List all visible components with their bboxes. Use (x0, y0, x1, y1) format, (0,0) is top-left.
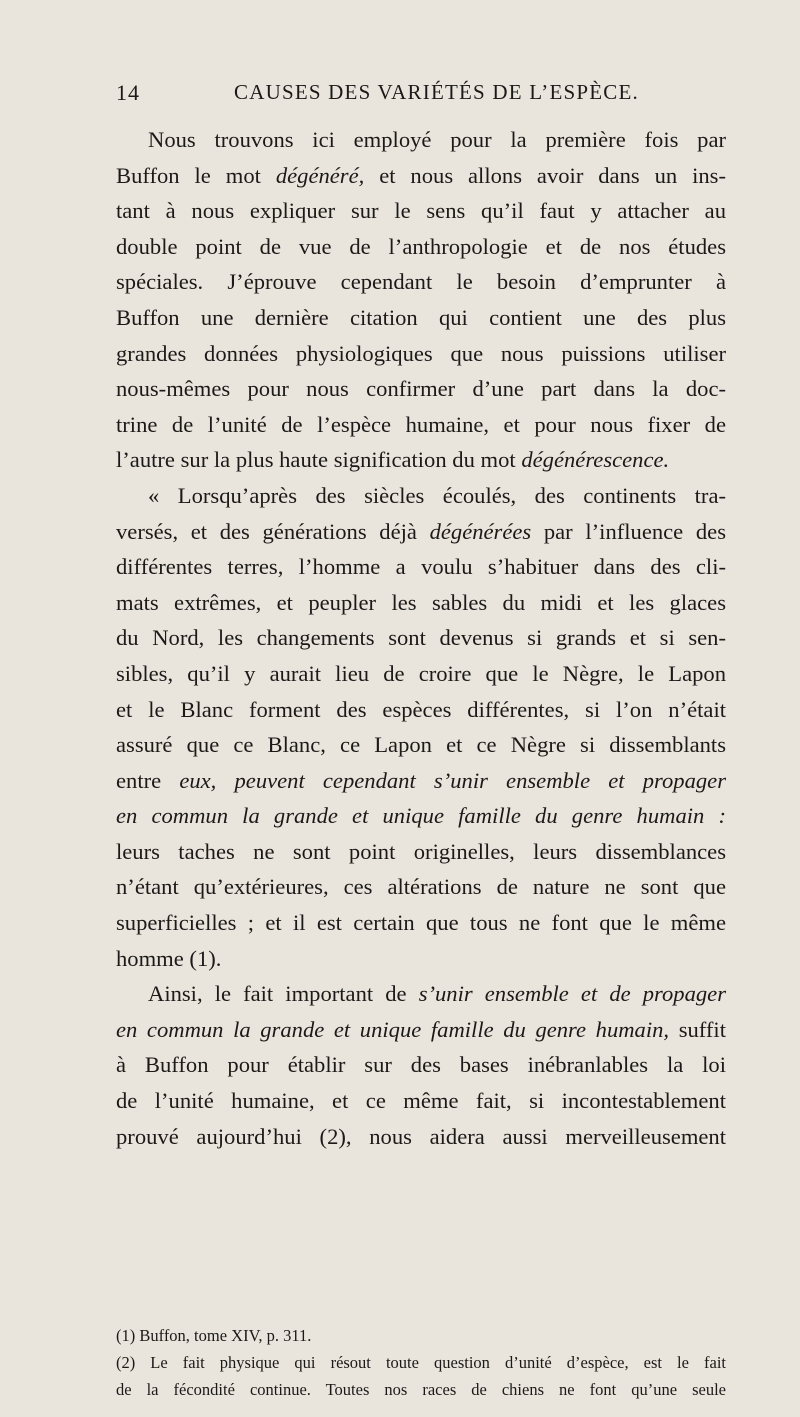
roman-text: double point de vue de l’anthropologie et de nos études (116, 233, 726, 259)
roman-text: et nous allons avoir dans un ins- (379, 162, 726, 188)
italic-text: s’unir ensemble et de propager (418, 981, 727, 1007)
text-line (116, 656, 726, 692)
roman-text: nous-mêmes pour nous confirmer d’une part dans la doc- (116, 376, 726, 402)
text-line (116, 336, 726, 372)
roman-text: prouvé aujourd’hui (2), nous aidera aussi merveilleusement (116, 1123, 726, 1149)
text-line (116, 976, 726, 1012)
text-line (116, 905, 726, 941)
roman-text: homme (1). (116, 945, 222, 971)
footnotes (116, 1322, 726, 1403)
roman-text: Buffon une dernière citation qui contient une des plus (116, 304, 726, 330)
italic-text: en commun la grande et unique famille du genre humain : (116, 803, 726, 829)
text-line (116, 763, 726, 799)
roman-text: Ainsi, le fait important de (148, 981, 407, 1007)
running-title: CAUSES DES VARIÉTÉS DE L’ESPÈCE. (234, 80, 639, 104)
roman-text: du Nord, les changements sont devenus si grands et si sen- (116, 625, 726, 651)
roman-text: à Buffon pour établir sur des bases inébranlables la loi (116, 1052, 726, 1078)
text-line (116, 692, 726, 728)
text-line (116, 229, 726, 265)
roman-text: Buffon le mot (116, 162, 261, 188)
roman-text: leurs taches ne sont point originelles, leurs dissemblances (116, 838, 726, 864)
body-text (116, 122, 726, 1154)
text-line (116, 407, 726, 443)
text-line (116, 1047, 726, 1083)
roman-text: superficielles ; et il est certain que tous ne font que le même (116, 910, 726, 936)
text-line (116, 1083, 726, 1119)
roman-text: différentes terres, l’homme a voulu s’habituer dans des cli- (116, 554, 726, 580)
roman-text: spéciales. J’éprouve cependant le besoin d’emprunter à (116, 269, 726, 295)
running-head (116, 80, 722, 120)
italic-text: en commun la grande et unique famille du genre humain, (116, 1016, 670, 1042)
italic-text: dégénérescence. (521, 447, 670, 473)
roman-text: l’autre sur la plus haute signification du mot (116, 447, 516, 473)
roman-text: trine de l’unité de l’espèce humaine, et pour nous fixer de (116, 411, 726, 437)
italic-text: dégénérées (429, 518, 532, 544)
text-line (116, 514, 726, 550)
roman-text: par l’influence des (543, 518, 726, 544)
text-line (116, 122, 726, 158)
roman-text: n’étant qu’extérieures, ces altérations de nature ne sont que (116, 874, 726, 900)
text-line (116, 300, 726, 336)
italic-text: eux, peuvent cependant s’unir ensemble et propager (179, 767, 726, 793)
roman-text: assuré que ce Blanc, ce Lapon et ce Nègre si dissemblants (116, 732, 726, 758)
text-line (116, 549, 726, 585)
text-line (116, 371, 726, 407)
page-number: 14 (116, 80, 140, 105)
text-line (116, 941, 726, 977)
roman-text: tant à nous expliquer sur le sens qu’il faut y attacher au (116, 198, 726, 224)
roman-text: et le Blanc forment des espèces différentes, si l’on n’était (116, 696, 726, 722)
italic-text: dégénéré, (275, 162, 365, 188)
roman-text: suffit (678, 1016, 726, 1042)
text-line (116, 620, 726, 656)
text-line (116, 1119, 726, 1155)
roman-text: sibles, qu’il y aurait lieu de croire que le Nègre, le Lapon (116, 660, 726, 686)
roman-text: grandes données physiologiques que nous puissions utiliser (116, 340, 726, 366)
footnote-2: (2) Le fait physique qui résout toute question d’unité d’espèce, est le fait (116, 1353, 726, 1372)
roman-text: entre (116, 767, 162, 793)
text-line (116, 834, 726, 870)
text-line (116, 442, 726, 478)
roman-text: « Lorsqu’après des siècles écoulés, des continents tra- (148, 482, 726, 508)
text-line (116, 264, 726, 300)
text-line (116, 727, 726, 763)
text-line (116, 1012, 726, 1048)
roman-text: de l’unité humaine, et ce même fait, si incontestablement (116, 1088, 726, 1114)
footnote-1: (1) Buffon, tome XIV, p. 311. (116, 1326, 312, 1345)
roman-text: Nous trouvons ici employé pour la première fois par (148, 127, 726, 152)
text-line (116, 585, 726, 621)
text-line (116, 869, 726, 905)
roman-text: mats extrêmes, et peupler les sables du midi et les glaces (116, 589, 726, 615)
text-line (116, 193, 726, 229)
text-line (116, 798, 726, 834)
footnote-2-continued: de la fécondité continue. Toutes nos races de chiens ne font qu’une seule (116, 1380, 726, 1399)
text-line (116, 158, 726, 194)
roman-text: versés, et des générations déjà (116, 518, 417, 544)
text-line (116, 478, 726, 514)
